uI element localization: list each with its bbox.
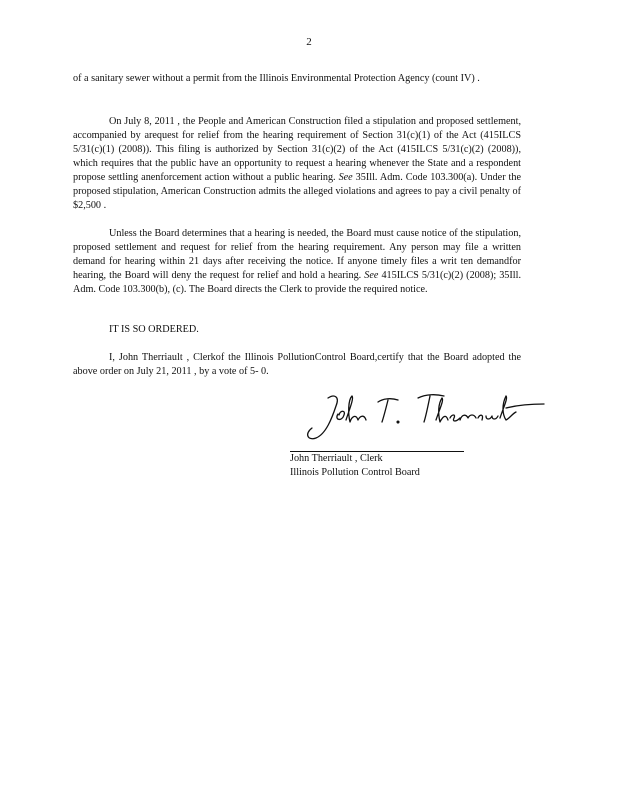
clerk-name: John Therriault , Clerk — [290, 453, 383, 464]
paragraph-count-iv-continuation: of a sanitary sewer without a permit from the Illinois Environmental Protection Agency (count IV) . — [73, 73, 480, 84]
paragraph-stipulation-text-b: 35Ill. Adm. Code 103.300(a). Under the proposed stipulation, American Construction admits the alleged violations and agrees to pay a civil penalty of $2,500 . — [73, 172, 521, 211]
see-citation-signal: See — [364, 270, 379, 281]
paragraph-hearing-text-a: Unless the Board determines that a hearing is needed, the Board must cause notice of the stipulation, proposed settlement and request for relief from the hearing requirement. Any person may file a written demand for hearing within 21 days after receiving the notice. If anyone timely files a writ ten demandfor hearing, the Board will deny the request for relief and hold a hearing. — [73, 228, 521, 281]
paragraph-hearing-text-b: 415ILCS 5/31(c)(2) (2008); 35Ill. Adm. Code 103.300(b), (c). The Board directs the Clerk to provide the required notice. — [73, 270, 521, 295]
clerk-organization: Illinois Pollution Control Board — [290, 467, 420, 478]
paragraph-hearing-notice — [73, 227, 521, 297]
see-citation-signal: See — [338, 172, 353, 183]
page-number: 2 — [306, 36, 312, 48]
handwritten-signature — [300, 384, 550, 446]
signature-block — [290, 452, 420, 480]
ordered-statement: IT IS SO ORDERED. — [109, 324, 199, 335]
paragraph-stipulation-filing — [73, 115, 521, 213]
paragraph-stipulation-text-a: On July 8, 2011 , the People and American Construction filed a stipulation and proposed settlement, accompanied by arequest for relief from the hearing requirement of Section 31(c)(1) of the Act (415ILCS 5/31(c)(1) (2008)). This filing is authorized by Section 31(c)(2) of the Act (415ILCS 5/31(c)(2) (2008)), which requires that the public have an opportunity to request a hearing whenever the State and a respondent propose settling anenforcement action without a public hearing. — [73, 116, 521, 183]
clerk-certification: I, John Therriault , Clerkof the Illinois PollutionControl Board,certify that the Board adopted the above order on July 21, 2011 , by a vote of 5- 0. — [73, 352, 521, 377]
